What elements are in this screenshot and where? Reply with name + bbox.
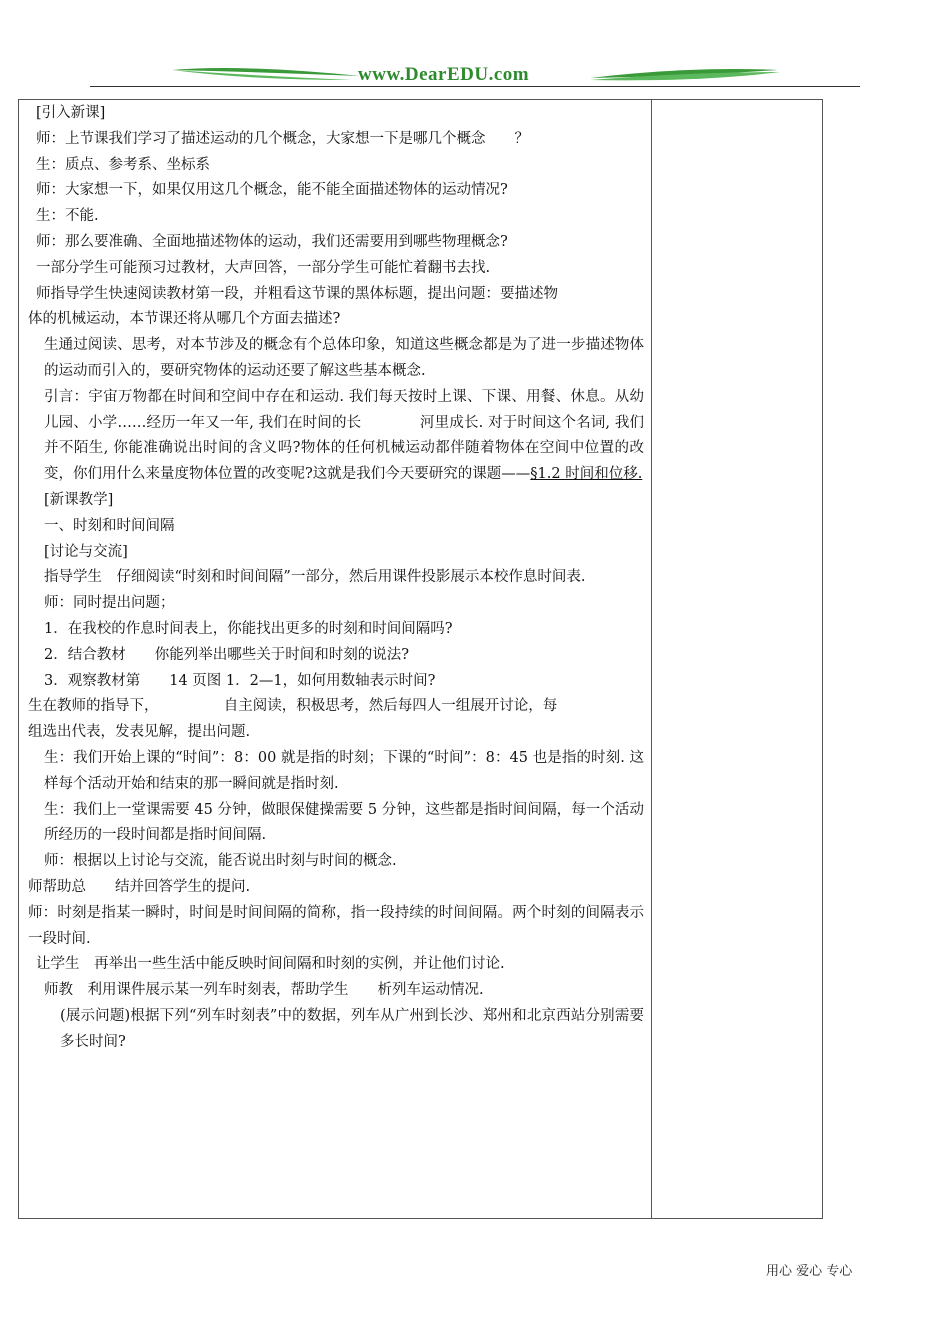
- dialogue-line: 师：根据以上讨论与交流，能否说出时刻与时间的概念.: [44, 853, 397, 870]
- question-item: 3．观察教材第 14 页图 1．2—1，如何用数轴表示时间?: [44, 672, 436, 689]
- definition-paragraph: 师：时刻是指某一瞬时，时间是时间间隔的简称，指一段持续的时间间隔。两个时刻的间隔表示一段时间.: [28, 904, 644, 947]
- question-item: 1．在我校的作息时间表上，你能找出更多的时刻和时间间隔吗?: [44, 620, 453, 637]
- dialogue-line: 师：同时提出问题；: [44, 595, 175, 612]
- dialogue-line: 师：大家想一下，如果仅用这几个概念，能不能全面描述物体的运动情况?: [36, 182, 508, 199]
- problem-paragraph: (展示问题)根据下列“列车时刻表”中的数据，列车从广州到长沙、郑州和北京西站分别需要多长时间?: [60, 1007, 644, 1050]
- intro-text: 引言：宇宙万物都在时间和空间中存在和运动. 我们每天按时上课、下课、用餐、休息。从幼儿园、小学……经历一年又一年, 我们在时间的长 河里成长. 对于时间这个名词, 我们并不陌生, 你能准确说出时间的含义吗?物体的任何机械运动都伴随着物体在空间中位置的改变，你们用什么来量度物体位置的改变呢?这就是我们今天要研究的课题——: [44, 388, 644, 483]
- section-heading: [新课教学]: [44, 491, 114, 508]
- header-rule: [90, 86, 860, 87]
- intro-paragraph: [28, 385, 644, 488]
- paragraph: 指导学生 仔细阅读“时刻和时间间隔”一部分，然后用课件投影展示本校作息时间表.: [44, 569, 586, 586]
- dialogue-line: 师：上节课我们学习了描述运动的几个概念，大家想一下是哪几个概念 ？: [36, 130, 529, 147]
- site-logo-text: www.DearEDU.com: [358, 64, 530, 85]
- dialogue-line: 师帮助总 结并回答学生的提问.: [28, 878, 251, 895]
- paragraph: 生：我们开始上课的“时间”：8：00 就是指的时刻；下课的“时间”：8：45 也是指的时刻. 这样每个活动开始和结束的那一瞬间就是指时刻.: [44, 749, 644, 792]
- question-item: 2．结合教材 你能列举出哪些关于时间和时刻的说法?: [44, 646, 409, 663]
- page-footer: 用心 爱心 专心: [766, 1264, 853, 1279]
- dialogue-line: 一部分学生可能预习过教材，大声回答，一部分学生可能忙着翻书去找.: [36, 259, 491, 276]
- dialogue-line: 师指导学生快速阅读教材第一段，并粗看这节课的黑体标题，提出问题：要描述物: [36, 285, 558, 302]
- dialogue-line: 让学生 再举出一些生活中能反映时间间隔和时刻的实例，并让他们讨论.: [36, 956, 505, 973]
- dialogue-line: 生：不能.: [36, 208, 99, 225]
- site-header: [90, 60, 860, 90]
- dialogue-line: 师教 利用课件展示某一列车时刻表，帮助学生 析列车运动情况.: [44, 982, 484, 999]
- subsection-heading: 一、时刻和时间间隔: [44, 517, 175, 534]
- column-divider: [651, 100, 652, 1218]
- paragraph: 生：我们上一堂课需要 45 分钟，做眼保健操需要 5 分钟，这些都是指时间间隔，每一个活动所经历的一段时间都是指时间间隔.: [44, 801, 644, 844]
- paragraph: 生通过阅读、思考，对本节涉及的概念有个总体印象，知道这些概念都是为了进一步描述物体的运动而引入的，要研究物体的运动还要了解这些基本概念.: [44, 337, 644, 379]
- section-heading: [引入新课]: [36, 105, 106, 121]
- dialogue-line: 师：那么要准确、全面地描述物体的运动，我们还需要用到哪些物理概念?: [36, 233, 508, 250]
- dialogue-line: 生：质点、参考系、坐标系: [36, 156, 210, 173]
- lesson-title: §1.2 时间和位移.: [530, 466, 643, 483]
- dialogue-line: 组选出代表，发表见解，提出问题.: [28, 724, 251, 741]
- dialogue-line: 体的机械运动，本节课还将从哪几个方面去描述?: [28, 311, 341, 328]
- dialogue-line: 生在教师的指导下， 自主阅读，积极思考，然后每四人一组展开讨论，每: [28, 698, 558, 715]
- section-heading: [讨论与交流]: [44, 543, 128, 560]
- lesson-content: [28, 101, 644, 1055]
